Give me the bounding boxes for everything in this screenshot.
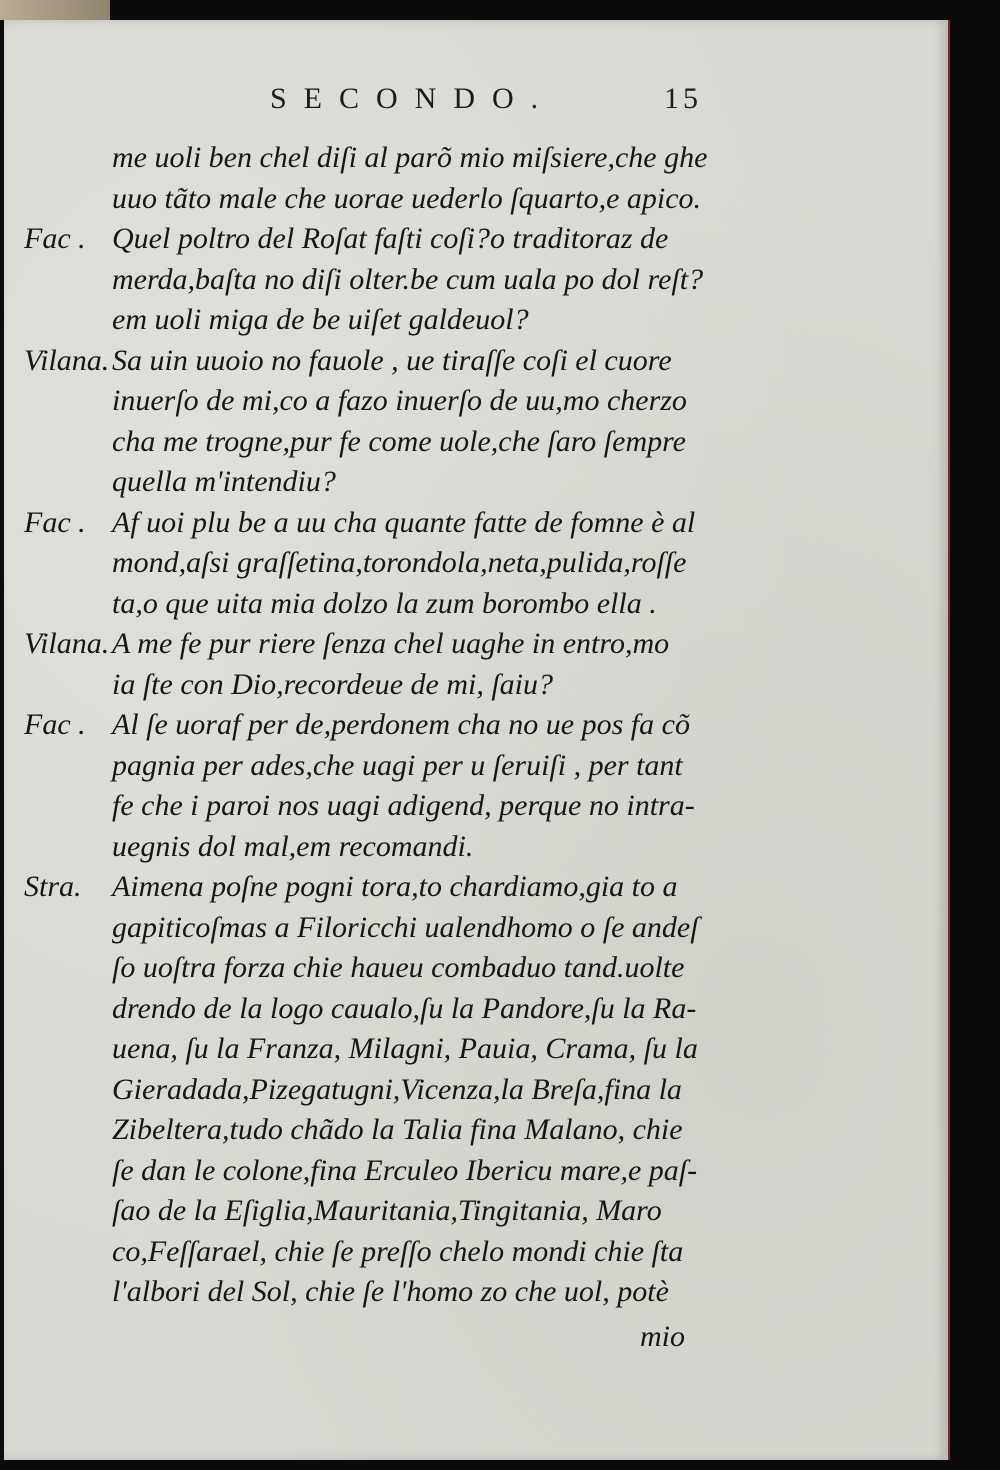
text-line: fe che i paroi nos uagi adigend, perque no intra-	[112, 789, 695, 822]
text-line: A me fe pur riere ſenza chel uaghe in entro,mo	[112, 627, 670, 660]
text-line: quella m'intendiu?	[112, 465, 336, 498]
text-line: ſao de la Eſiglia,Mauritania,Tingitania, Maro	[112, 1194, 662, 1227]
page-number: 15	[664, 82, 702, 115]
text-line: ſe dan le colone,fina Erculeo Ibericu mare,e paſ-	[112, 1153, 698, 1187]
text-line: Quel poltro del Roſat faſti coſi?o traditoraz de	[112, 222, 669, 255]
text-line: uena, ſu la Franza, Milagni, Pauia, Crama, ſu la	[112, 1032, 698, 1065]
dialogue-entry	[4, 341, 948, 503]
text-line: Al ſe uoraf per de,perdonem cha no ue pos fa cõ	[112, 708, 690, 741]
text-line: pagnia per ades,che uagi per u ſeruiſi , per tant	[112, 748, 683, 782]
text-line: mond,aſsi graſſetina,torondola,neta,pulida,roſſe	[112, 546, 687, 579]
text-line: Gieradada,Pizegatugni,Vicenza,la Breſa,fina la	[112, 1072, 682, 1106]
dialogue-text	[4, 138, 948, 1313]
dialogue-entry	[4, 867, 948, 1313]
text-line: Aimena poſne pogni tora,to chardiamo,gia to a	[112, 870, 678, 903]
speaker-label: Fac .	[24, 708, 86, 741]
running-title: SECONDO.	[270, 82, 556, 115]
speaker-label: Stra.	[24, 870, 82, 903]
text-line: ta,o que uita mia dolzo la zum borombo ella .	[112, 586, 657, 620]
speaker-label: Vilana.	[24, 627, 110, 660]
text-line: uuo tãto male che uorae uederlo ſquarto,e apico.	[112, 181, 702, 215]
book-binding-strip	[0, 0, 110, 20]
text-line: merda,baſta no diſi olter.be cum uala po dol reſt?	[112, 262, 704, 296]
text-line: ia ſte con Dio,recordeue de mi, ſaiu?	[112, 667, 554, 701]
dialogue-entry	[4, 705, 948, 867]
catchword: mio	[640, 1320, 685, 1353]
text-line: Sa uin uuoio no fauole , ue tiraſſe coſi el cuore	[112, 343, 672, 377]
book-page	[4, 20, 950, 1460]
speaker-label: Fac .	[24, 222, 86, 255]
text-line: inuerſo de mi,co a fazo inuerſo de uu,mo cherzo	[112, 384, 687, 417]
text-line: ſo uoſtra forza chie haueu combaduo tand.uolte	[112, 951, 685, 984]
text-line: cha me trogne,pur fe come uole,che ſaro ſempre	[112, 424, 686, 458]
text-line: Zibeltera,tudo chãdo la Talia fina Malano, chie	[112, 1113, 683, 1146]
text-line: co,Feſſarael, chie ſe preſſo chelo mondi chie ſta	[112, 1234, 684, 1268]
speaker-label: Fac .	[24, 505, 86, 539]
text-line: uegnis dol mal,em recomandi.	[112, 829, 474, 863]
text-line: em uoli miga de be uiſet galdeuol?	[112, 303, 529, 336]
text-line: drendo de la logo caualo,ſu la Pandore,ſu la Ra-	[112, 991, 697, 1025]
dialogue-entry	[4, 624, 948, 705]
text-line: l'albori del Sol, chie ſe l'homo zo che uol, potè	[112, 1275, 669, 1308]
text-line: Af uoi plu be a uu cha quante fatte de fomne è al	[112, 505, 696, 539]
text-line: gapiticoſmas a Filoricchi ualendhomo o ſe andeſ	[112, 910, 699, 944]
dialogue-entry	[4, 138, 948, 219]
speaker-label: Vilana.	[24, 343, 110, 377]
text-line: me uoli ben chel diſi al parõ mio miſsiere,che ghe	[112, 141, 708, 174]
dialogue-entry	[4, 219, 948, 341]
dialogue-entry	[4, 503, 948, 625]
